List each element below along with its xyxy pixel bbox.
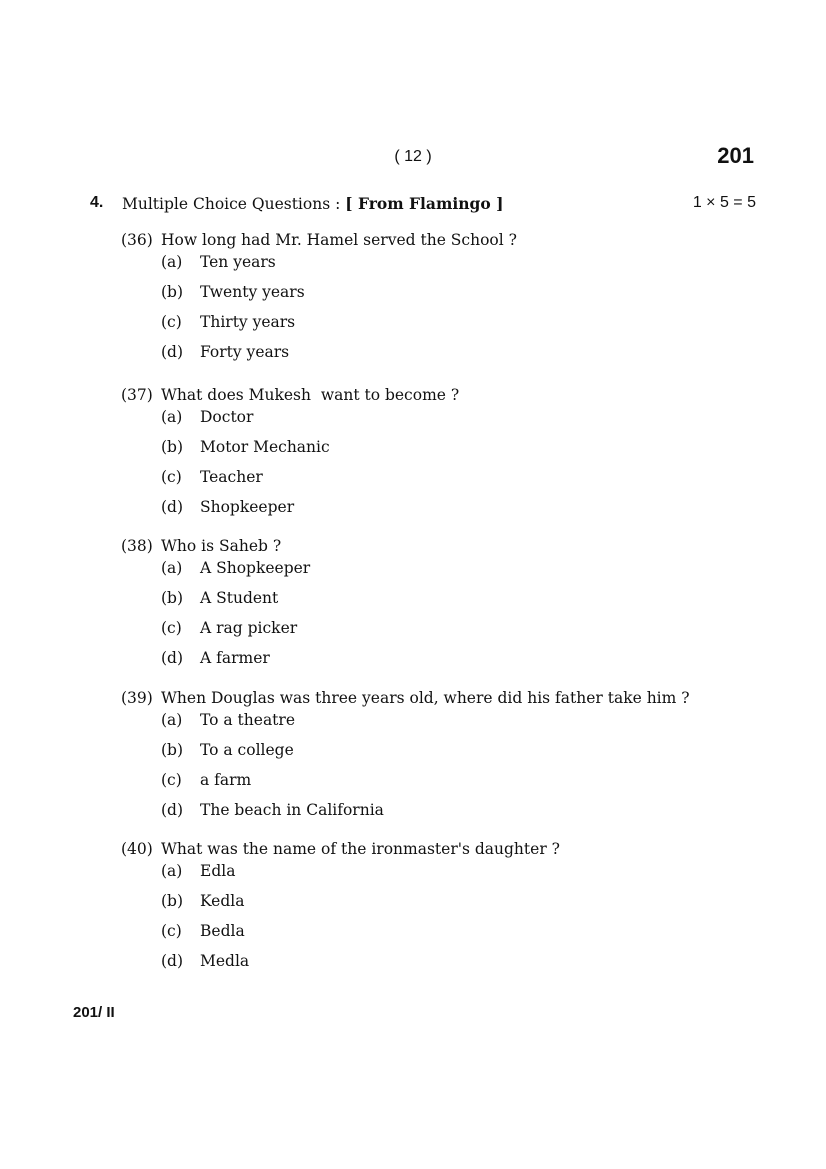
question-number: (40) bbox=[121, 840, 153, 858]
option-text: Twenty years bbox=[200, 283, 305, 301]
option-text: Motor Mechanic bbox=[200, 438, 330, 456]
option-letter: (c) bbox=[161, 468, 182, 486]
option-d bbox=[121, 498, 721, 528]
section-number: 4. bbox=[90, 194, 104, 211]
option-letter: (b) bbox=[161, 892, 184, 910]
option-text: The beach in California bbox=[200, 801, 384, 819]
question-number: (37) bbox=[121, 386, 153, 404]
question-line bbox=[121, 231, 721, 253]
option-c bbox=[121, 468, 721, 498]
option-text: Shopkeeper bbox=[200, 498, 295, 516]
option-a bbox=[121, 711, 721, 741]
option-letter: (c) bbox=[161, 619, 182, 637]
question-number: (38) bbox=[121, 537, 153, 555]
question-39 bbox=[121, 689, 721, 831]
option-letter: (d) bbox=[161, 952, 184, 970]
option-letter: (a) bbox=[161, 253, 183, 271]
paper-code: 201 bbox=[717, 143, 754, 168]
option-text: To a college bbox=[200, 741, 294, 759]
footer-code: 201/ II bbox=[73, 1004, 115, 1021]
option-text: Doctor bbox=[200, 408, 254, 426]
option-letter: (d) bbox=[161, 801, 184, 819]
option-b bbox=[121, 283, 721, 313]
option-letter: (a) bbox=[161, 711, 183, 729]
question-37 bbox=[121, 386, 721, 528]
option-c bbox=[121, 313, 721, 343]
option-text: Medla bbox=[200, 952, 250, 970]
option-b bbox=[121, 741, 721, 771]
option-letter: (b) bbox=[161, 589, 184, 607]
option-text: A Shopkeeper bbox=[200, 559, 311, 577]
option-letter: (d) bbox=[161, 649, 184, 667]
option-text: Forty years bbox=[200, 343, 290, 361]
question-number: (36) bbox=[121, 231, 153, 249]
page-number: ( 12 ) bbox=[394, 148, 432, 165]
question-40 bbox=[121, 840, 721, 982]
option-d bbox=[121, 952, 721, 982]
option-text: Kedla bbox=[200, 892, 245, 910]
option-letter: (b) bbox=[161, 438, 184, 456]
option-text: To a theatre bbox=[200, 711, 295, 729]
option-letter: (d) bbox=[161, 343, 184, 361]
option-a bbox=[121, 253, 721, 283]
option-d bbox=[121, 801, 721, 831]
question-text: How long had Mr. Hamel served the School ? bbox=[161, 231, 517, 249]
section-header bbox=[90, 194, 756, 216]
option-d bbox=[121, 343, 721, 373]
option-b bbox=[121, 438, 721, 468]
option-text: a farm bbox=[200, 771, 252, 789]
section-title-text: Multiple Choice Questions : bbox=[122, 195, 341, 213]
option-letter: (a) bbox=[161, 862, 183, 880]
question-text: What was the name of the ironmaster's daughter ? bbox=[161, 840, 560, 858]
option-letter: (a) bbox=[161, 559, 183, 577]
option-c bbox=[121, 922, 721, 952]
section-marks: 1 × 5 = 5 bbox=[692, 194, 756, 211]
option-a bbox=[121, 408, 721, 438]
question-number: (39) bbox=[121, 689, 153, 707]
question-text: Who is Saheb ? bbox=[161, 537, 282, 555]
option-text: Teacher bbox=[200, 468, 263, 486]
option-d bbox=[121, 649, 721, 679]
option-text: Thirty years bbox=[200, 313, 296, 331]
option-text: A farmer bbox=[200, 649, 270, 667]
option-letter: (b) bbox=[161, 283, 184, 301]
option-a bbox=[121, 862, 721, 892]
option-c bbox=[121, 619, 721, 649]
option-text: Bedla bbox=[200, 922, 245, 940]
question-line bbox=[121, 840, 721, 862]
option-text: Ten years bbox=[200, 253, 276, 271]
option-letter: (c) bbox=[161, 771, 182, 789]
section-title bbox=[122, 194, 503, 213]
option-a bbox=[121, 559, 721, 589]
question-text: What does Mukesh want to become ? bbox=[161, 386, 460, 404]
option-text: A Student bbox=[200, 589, 279, 607]
section-source: [ From Flamingo ] bbox=[345, 194, 504, 213]
option-letter: (d) bbox=[161, 498, 184, 516]
question-38 bbox=[121, 537, 721, 679]
option-b bbox=[121, 589, 721, 619]
question-line bbox=[121, 689, 721, 711]
question-line bbox=[121, 537, 721, 559]
option-text: Edla bbox=[200, 862, 236, 880]
option-text: A rag picker bbox=[200, 619, 298, 637]
option-b bbox=[121, 892, 721, 922]
option-letter: (c) bbox=[161, 313, 182, 331]
option-letter: (b) bbox=[161, 741, 184, 759]
option-letter: (a) bbox=[161, 408, 183, 426]
option-letter: (c) bbox=[161, 922, 182, 940]
option-c bbox=[121, 771, 721, 801]
question-line bbox=[121, 386, 721, 408]
question-text: When Douglas was three years old, where did his father take him ? bbox=[161, 689, 690, 707]
question-36 bbox=[121, 231, 721, 373]
